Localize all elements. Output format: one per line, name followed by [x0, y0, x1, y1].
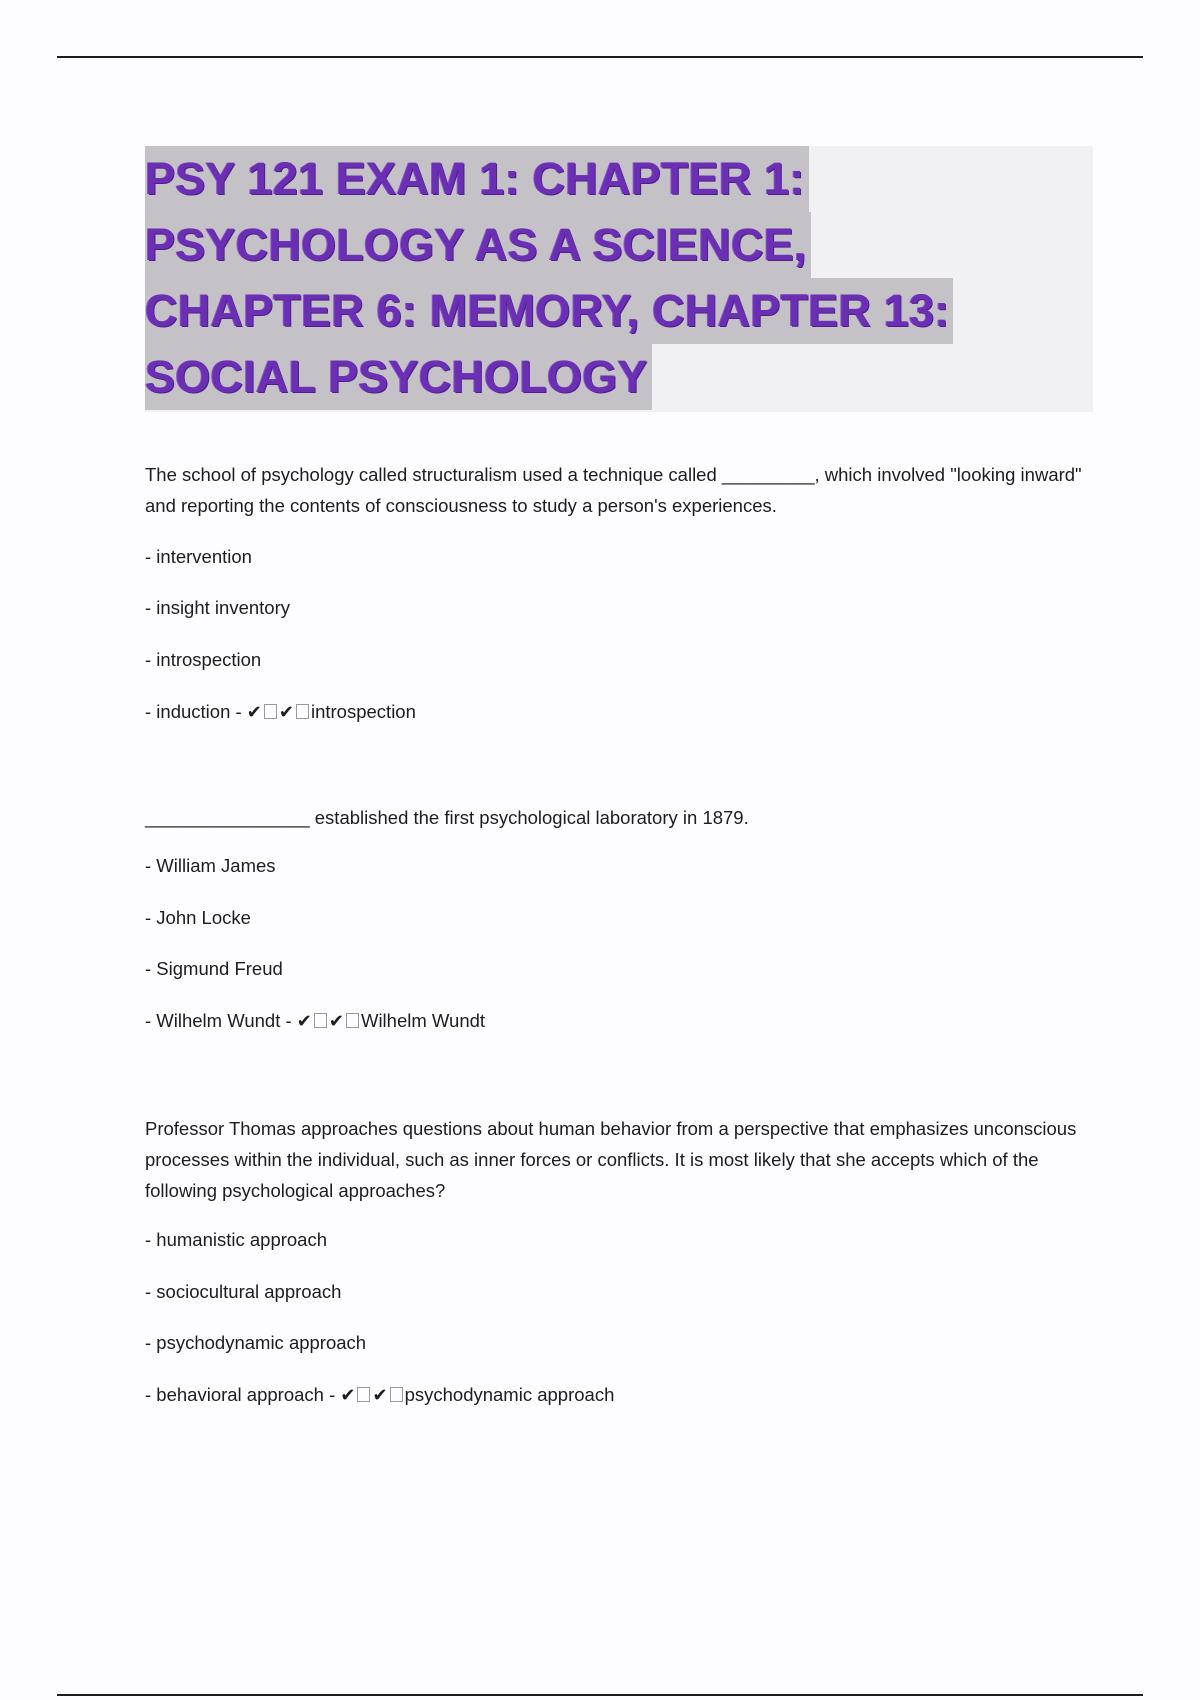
answer-line: [145, 1010, 485, 1032]
question-prompt: ________________ established the first psychological laboratory in 1879.: [145, 807, 749, 828]
answer-line: [145, 1384, 614, 1406]
answer-line: [145, 701, 416, 723]
document-title: [145, 146, 953, 410]
question-2: [145, 802, 1095, 833]
answer-text: introspection: [310, 701, 416, 722]
option-item: - introspection: [145, 649, 262, 670]
option-item: - humanistic approach: [145, 1229, 328, 1250]
answer-text: psychodynamic approach: [404, 1384, 615, 1405]
title-line: PSYCHOLOGY AS A SCIENCE,: [145, 212, 811, 278]
checkmark-icon: ✔: [296, 1011, 312, 1032]
option-item: - psychodynamic approach: [145, 1332, 367, 1353]
option-item: - Sigmund Freud: [145, 958, 283, 979]
option-item: - induction -: [145, 701, 242, 722]
option-item: - intervention: [145, 546, 252, 567]
question-1: [145, 459, 1095, 521]
option-item: - behavioral approach -: [145, 1384, 336, 1405]
title-line: SOCIAL PSYCHOLOGY: [145, 344, 652, 410]
checkbox-icon: [346, 1013, 359, 1028]
checkbox-icon: [296, 704, 309, 719]
checkbox-icon: [314, 1013, 327, 1028]
checkmark-icon: ✔: [372, 1385, 388, 1406]
checkmark-icon: ✔: [340, 1385, 356, 1406]
question-prompt: Professor Thomas approaches questions about human behavior from a perspective that emphasizes unconscious processes within the individual, such as inner forces or conflicts. It is most likely that she accepts which of the following psychological approaches?: [145, 1118, 1077, 1201]
question-prompt: The school of psychology called structuralism used a technique called _________, which involved "looking inward" and reporting the contents of consciousness to study a person's experiences.: [145, 464, 1082, 516]
checkbox-icon: [264, 704, 277, 719]
checkbox-icon: [390, 1387, 403, 1402]
option-item: - Wilhelm Wundt -: [145, 1010, 292, 1031]
checkmark-icon: ✔: [328, 1011, 344, 1032]
title-line: PSY 121 EXAM 1: CHAPTER 1:: [145, 146, 809, 212]
answer-text: Wilhelm Wundt: [360, 1010, 486, 1031]
option-item: - William James: [145, 855, 276, 876]
header-rule: [57, 56, 1143, 58]
checkmark-icon: ✔: [246, 702, 262, 723]
option-item: - sociocultural approach: [145, 1281, 342, 1302]
title-line: CHAPTER 6: MEMORY, CHAPTER 13:: [145, 278, 953, 344]
option-item: - John Locke: [145, 907, 251, 928]
question-3: [145, 1113, 1095, 1206]
option-item: - insight inventory: [145, 597, 290, 618]
checkbox-icon: [357, 1387, 370, 1402]
footer-rule: [57, 1694, 1143, 1696]
checkmark-icon: ✔: [278, 702, 294, 723]
